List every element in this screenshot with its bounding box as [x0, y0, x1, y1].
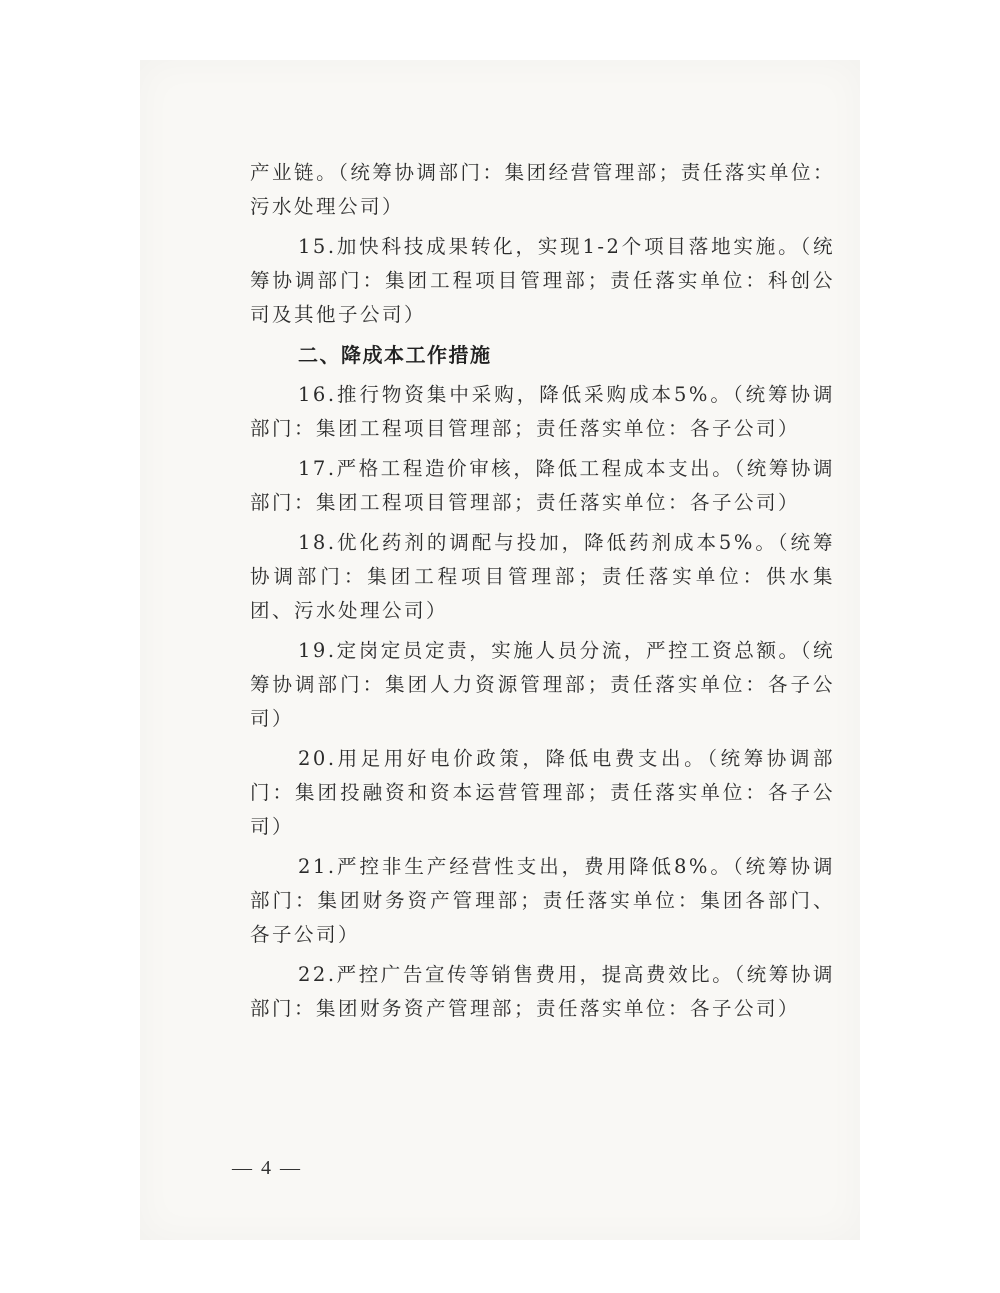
paragraph-item-18: 18.优化药剂的调配与投加，降低药剂成本5%。（统筹协调部门：集团工程项目管理部；责任落实单位：供水集团、污水处理公司）	[250, 531, 835, 622]
paragraph-item-15: 15.加快科技成果转化，实现1-2个项目落地实施。（统筹协调部门：集团工程项目管理部；责任落实单位：科创公司及其他子公司）	[250, 235, 835, 326]
paragraph-item-17: 17.严格工程造价审核，降低工程成本支出。（统筹协调部门：集团工程项目管理部；责任落实单位：各子公司）	[250, 457, 835, 514]
document-body	[250, 156, 835, 1032]
paragraph-continuation: 产业链。（统筹协调部门：集团经营管理部；责任落实单位：污水处理公司）	[250, 161, 835, 218]
paragraph-item-22: 22.严控广告宣传等销售费用，提高费效比。（统筹协调部门：集团财务资产管理部；责任落实单位：各子公司）	[250, 963, 835, 1020]
paragraph-item-19: 19.定岗定员定责，实施人员分流，严控工资总额。（统筹协调部门：集团人力资源管理部；责任落实单位：各子公司）	[250, 639, 835, 730]
section-heading: 二、降成本工作措施	[298, 343, 492, 367]
paragraph-item-21: 21.严控非生产经营性支出，费用降低8%。（统筹协调部门：集团财务资产管理部；责任落实单位：集团各部门、各子公司）	[250, 855, 835, 946]
paragraph-item-20: 20.用足用好电价政策，降低电费支出。（统筹协调部门：集团投融资和资本运营管理部；责任落实单位：各子公司）	[250, 747, 835, 838]
page-number: — 4 —	[232, 1157, 302, 1179]
paragraph-item-16: 16.推行物资集中采购，降低采购成本5%。（统筹协调部门：集团工程项目管理部；责任落实单位：各子公司）	[250, 383, 835, 440]
